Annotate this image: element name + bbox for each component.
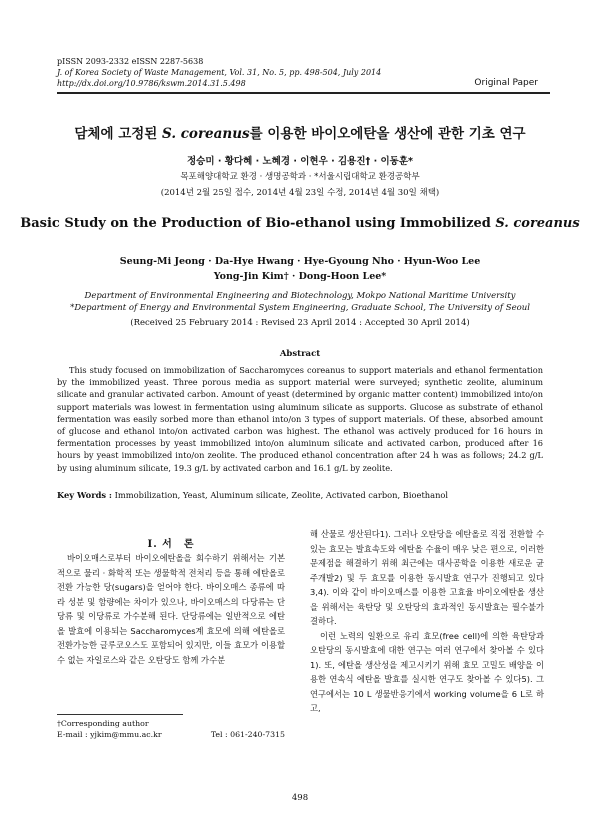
keywords-label: Key Words : [57, 490, 112, 500]
issn-line: pISSN 2093-2332 eISSN 2287-5638 [57, 57, 204, 66]
affiliations-korean: 목포해양대학교 환경 · 생명공학과 · *서울시립대학교 환경공학부 [180, 172, 420, 182]
footnote-label: †Corresponding author [57, 719, 149, 728]
footnote [57, 718, 285, 740]
doi-link[interactable]: http://dx.doi.org/10.9786/kswm.2014.31.5.498 [57, 79, 246, 88]
title-korean: 담체에 고정된 S. coreanus를 이용한 바이오에탄올 생산에 관한 기초 연구 [74, 126, 526, 142]
section-heading: I. 서 론 [147, 539, 195, 550]
paper-type-label: Original Paper [474, 78, 538, 88]
footnote-tel: Tel : 061-240-7315 [210, 730, 285, 739]
body-paragraph: 해 산물로 생산된다1). 그러나 오탄당을 에탄올로 직접 전환할 수 있는 효모는 발효속도와 에탄올 수율이 매우 낮은 편으로, 이러한 문제점을 해결하기 위해 최근에는 대사공학을 이용한 새로운 균주개발2) 및 두 효모를 이용한 동시발효 연구가 진행되고 있다3,4). 이와 같이 바이오매스를 이용한 고효율 바이오에탄올 생산을 위해서는 육탄당 및 오탄당의 효과적인 동시발효는 필수불가결하다. [310, 529, 544, 626]
keywords-list: Immobilization, Yeast, Aluminum silicate, Zeolite, Activated carbon, Bioethanol [114, 490, 449, 500]
body-left-column: 바이오매스로부터 바이오에탄올을 회수하기 위해서는 기본적으로 물리 · 화학적 또는 생물학적 전처리 등을 통해 에탄올로 전환 가능한 당(sugars)을 얻어야 한다. 바이오매스 종류에 따라 성분 및 함량에는 차이가 있으나, 바이오매스의 다당류는 단당류 및 이당류로 가수분해 된다. 단당류에는 일반적으로 에탄올 발효에 이용되는 Saccharomyces계 효모에 의해 에탄올로 전환가능한 글루코오스도 포함되어 있지만, 이들 효모가 이용할 수 없는 자일로스와 같은 오탄당도 함께 가수분 [57, 553, 285, 665]
abstract-body: This study focused on immobilization of Saccharomyces coreanus to support materials and ethanol fermentation by the immobilized yeast. Three porous media as support material were surveyed; synthetic zeolite, aluminum silicate and granular activated carbon. Amount of yeast (determined by organic matter content) immobilized into/on support materials was lowest in fermentation using aluminum silicate as supports. Glucose as substrate of ethanol fermentation was easily sorbed more than ethanol into/on 3 types of support materials. Of these, absorbed amount of glucose and ethanol into/on activated carbon was highest. The ethanol was actively produced for 16 hours in fermentation processes by yeast immobilized into/on aluminum silicate and activated carbon, produced after 16 hours by yeast immobilized into/on zeolite. The produced ethanol concentration after 24 h was as follows; 24.2 g/L by using aluminum silicate, 19.3 g/L by activated carbon and 16.1 g/L by zeolite. [57, 365, 543, 473]
affiliations-english: Department of Environmental Engineering and Biotechnology, Mokpo National Maritime University *Department of Energy and Environmental System Engineering, Graduate School, The University of Seoul [70, 291, 530, 313]
dates-english: (Received 25 February 2014 : Revised 23 April 2014 : Accepted 30 April 2014) [130, 318, 470, 328]
page-number: 498 [291, 793, 309, 803]
footnote-email: E-mail : yjkim@mmu.ac.kr [57, 730, 162, 739]
journal-citation: J. of Korea Society of Waste Management, Vol. 31, No. 5, pp. 498-504, July 2014 [57, 68, 382, 77]
authors-english: Seung-Mi Jeong · Da-Hye Hwang · Hye-Gyoung Nho · Hyun-Woo Lee Yong-Jin Kim† · Dong-Hoon Lee* [119, 256, 481, 282]
body-paragraph: 이런 노력의 일환으로 유리 효모(free cell)에 의한 육탄당과 오탄당의 동시발효에 대한 연구는 여러 연구에서 찾아볼 수 있다1). 또, 에탄올 생산성을 제고시키기 위해 효모 고밀도 배양을 이용한 연속식 에탄올 발효를 실시한 연구도 찾아볼 수 있다5). 그 연구에서는 10 L 생물반응기에서 working volume을 6 L로 하고, [310, 630, 544, 713]
body-right-column [310, 527, 544, 716]
keywords [57, 490, 543, 500]
title-english: Basic Study on the Production of Bio-ethanol using Immobilized S. coreanus [20, 216, 580, 231]
journal-header [57, 56, 381, 89]
dates-korean: (2014년 2월 25일 접수, 2014년 4월 23일 수정, 2014년 4월 30일 채택) [160, 188, 440, 198]
abstract-heading: Abstract [279, 349, 321, 359]
authors-korean: 정승미 · 황다혜 · 노혜경 · 이현우 · 김용진† · 이동훈* [186, 156, 414, 167]
footnote-rule [57, 714, 183, 715]
header-rule [57, 92, 550, 94]
